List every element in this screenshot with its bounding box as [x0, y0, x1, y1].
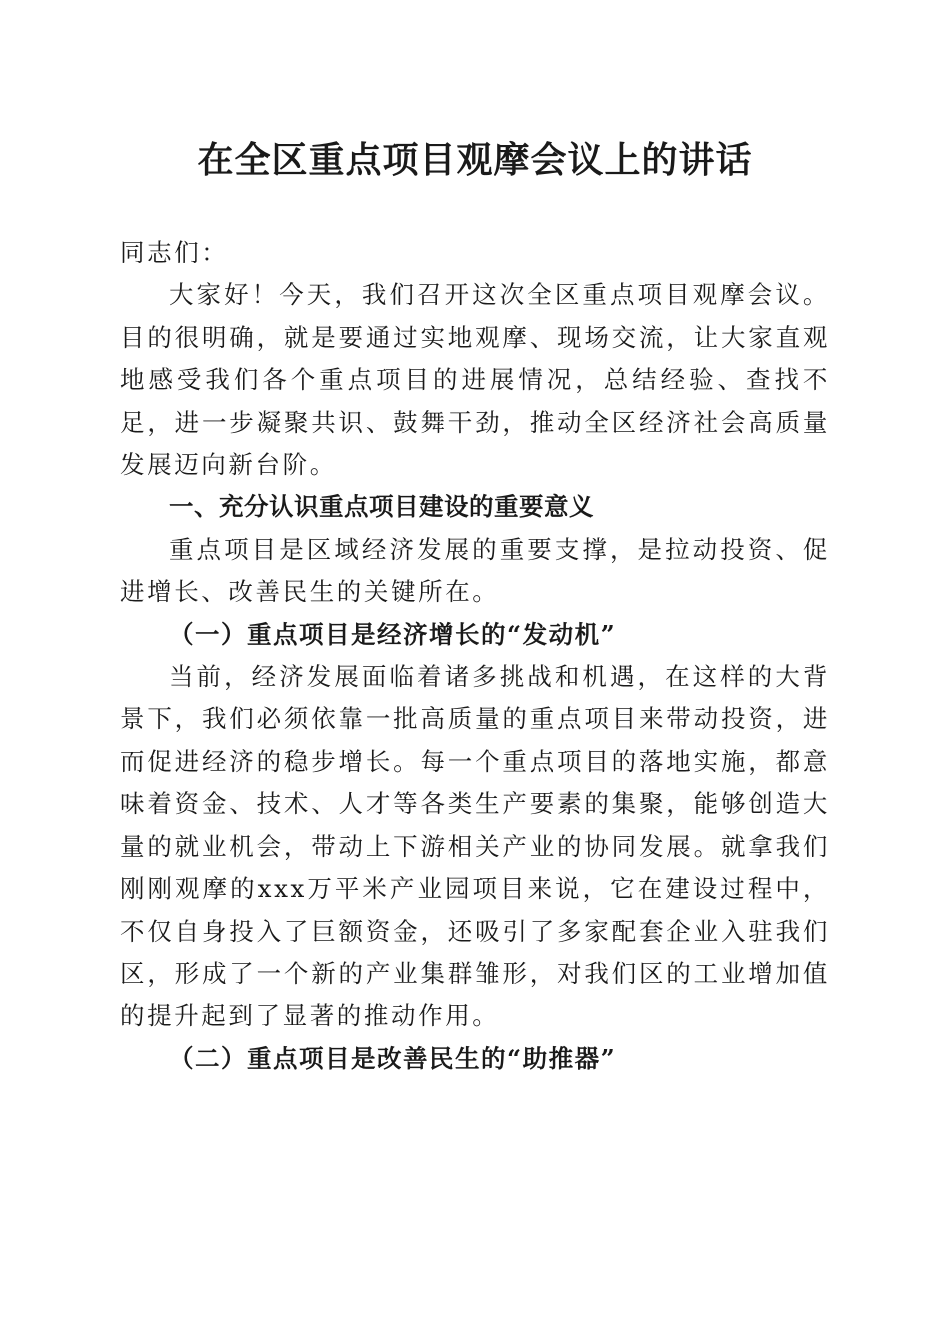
subsection-2-heading: （二）重点项目是改善民生的“助推器” — [169, 1043, 617, 1073]
document-title: 在全区重点项目观摩会议上的讲话 — [197, 139, 753, 181]
salutation: 同志们： — [120, 238, 229, 267]
subsection-1-paragraph: 当前，经济发展面临着诸多挑战和机遇，在这样的大背景下，我们必须依靠一批高质量的重点项目来带动投资，进而促进经济的稳步增长。每一个重点项目的落地实施，都意味着资金、技术、人才等各类生产要素的集聚，能够创造大量的就业机会，带动上下游相关产业的协同发展。就拿我们刚刚观摩的xxx万平米产业园项目来说，它在建设过程中，不仅自身投入了巨额资金，还吸引了多家配套企业入驻我们区，形成了一个新的产业集群雏形，对我们区的工业增加值的提升起到了显著的推动作用。 — [120, 662, 830, 1031]
section-1-heading: 一、充分认识重点项目建设的重要意义 — [169, 492, 594, 522]
section-1-paragraph: 重点项目是区域经济发展的重要支撑，是拉动投资、促进增长、改善民生的关键所在。 — [120, 534, 830, 607]
intro-paragraph: 大家好！今天，我们召开这次全区重点项目观摩会议。目的很明确，就是要通过实地观摩、现场交流，让大家直观地感受我们各个重点项目的进展情况，总结经验、查找不足，进一步凝聚共识、鼓舞干劲，推动全区经济社会高质量发展迈向新台阶。 — [120, 280, 830, 480]
subsection-1-heading: （一）重点项目是经济增长的“发动机” — [169, 619, 617, 649]
document-body — [120, 232, 830, 1080]
